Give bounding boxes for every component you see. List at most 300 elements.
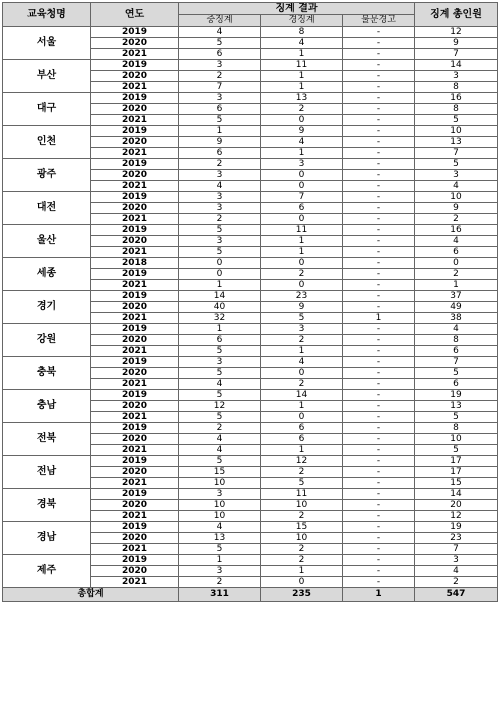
no-warning-cell: - xyxy=(343,346,415,357)
heavy-cell: 0 xyxy=(179,258,261,269)
no-warning-cell: - xyxy=(343,500,415,511)
office-name-cell: 전남 xyxy=(3,456,91,489)
total-cell: 4 xyxy=(415,181,498,192)
no-warning-cell: - xyxy=(343,379,415,390)
heavy-cell: 0 xyxy=(179,269,261,280)
total-cell: 2 xyxy=(415,214,498,225)
light-cell: 2 xyxy=(261,269,343,280)
no-warning-cell: - xyxy=(343,434,415,445)
year-cell: 2021 xyxy=(91,511,179,522)
total-cell: 12 xyxy=(415,511,498,522)
no-warning-cell: - xyxy=(343,511,415,522)
no-warning-cell: - xyxy=(343,357,415,368)
heavy-cell: 4 xyxy=(179,27,261,38)
total-cell: 17 xyxy=(415,456,498,467)
office-name-cell: 충북 xyxy=(3,357,91,390)
heavy-cell: 5 xyxy=(179,456,261,467)
year-cell: 2021 xyxy=(91,280,179,291)
light-cell: 1 xyxy=(261,71,343,82)
year-cell: 2019 xyxy=(91,60,179,71)
no-warning-cell: - xyxy=(343,566,415,577)
year-cell: 2020 xyxy=(91,302,179,313)
office-name-cell: 강원 xyxy=(3,324,91,357)
grand-total-warn: 1 xyxy=(343,588,415,602)
year-cell: 2021 xyxy=(91,313,179,324)
heavy-cell: 4 xyxy=(179,379,261,390)
table-row xyxy=(3,456,498,467)
heavy-cell: 3 xyxy=(179,489,261,500)
year-cell: 2020 xyxy=(91,170,179,181)
heavy-cell: 32 xyxy=(179,313,261,324)
office-name-cell: 경기 xyxy=(3,291,91,324)
no-warning-cell: - xyxy=(343,181,415,192)
heavy-cell: 4 xyxy=(179,522,261,533)
light-cell: 0 xyxy=(261,115,343,126)
heavy-cell: 40 xyxy=(179,302,261,313)
light-cell: 10 xyxy=(261,500,343,511)
total-cell: 5 xyxy=(415,412,498,423)
total-cell: 5 xyxy=(415,115,498,126)
light-cell: 1 xyxy=(261,236,343,247)
heavy-cell: 9 xyxy=(179,137,261,148)
table-row xyxy=(3,192,498,203)
light-cell: 7 xyxy=(261,192,343,203)
heavy-cell: 6 xyxy=(179,148,261,159)
light-cell: 2 xyxy=(261,511,343,522)
no-warning-cell: - xyxy=(343,401,415,412)
total-cell: 3 xyxy=(415,555,498,566)
header-total: 징계 총인원 xyxy=(415,3,498,27)
heavy-cell: 2 xyxy=(179,214,261,225)
heavy-cell: 3 xyxy=(179,357,261,368)
heavy-cell: 10 xyxy=(179,478,261,489)
year-cell: 2020 xyxy=(91,500,179,511)
year-cell: 2019 xyxy=(91,390,179,401)
light-cell: 6 xyxy=(261,434,343,445)
heavy-cell: 5 xyxy=(179,247,261,258)
year-cell: 2019 xyxy=(91,192,179,203)
header-result-group: 징계 결과 xyxy=(179,3,415,15)
no-warning-cell: - xyxy=(343,148,415,159)
no-warning-cell: - xyxy=(343,324,415,335)
light-cell: 13 xyxy=(261,93,343,104)
year-cell: 2020 xyxy=(91,467,179,478)
table-row xyxy=(3,489,498,500)
year-cell: 2021 xyxy=(91,49,179,60)
heavy-cell: 7 xyxy=(179,82,261,93)
total-cell: 13 xyxy=(415,401,498,412)
total-cell: 8 xyxy=(415,423,498,434)
no-warning-cell: 1 xyxy=(343,313,415,324)
no-warning-cell: - xyxy=(343,203,415,214)
grand-total-light: 235 xyxy=(261,588,343,602)
total-cell: 7 xyxy=(415,49,498,60)
light-cell: 1 xyxy=(261,566,343,577)
no-warning-cell: - xyxy=(343,126,415,137)
total-cell: 14 xyxy=(415,489,498,500)
table-body xyxy=(3,27,498,588)
light-cell: 23 xyxy=(261,291,343,302)
no-warning-cell: - xyxy=(343,225,415,236)
header-year: 연도 xyxy=(91,3,179,27)
no-warning-cell: - xyxy=(343,27,415,38)
light-cell: 2 xyxy=(261,544,343,555)
light-cell: 0 xyxy=(261,577,343,588)
office-name-cell: 서울 xyxy=(3,27,91,60)
total-cell: 5 xyxy=(415,368,498,379)
light-cell: 8 xyxy=(261,27,343,38)
total-cell: 10 xyxy=(415,192,498,203)
no-warning-cell: - xyxy=(343,214,415,225)
heavy-cell: 3 xyxy=(179,60,261,71)
no-warning-cell: - xyxy=(343,71,415,82)
grand-total-heavy: 311 xyxy=(179,588,261,602)
total-cell: 8 xyxy=(415,104,498,115)
year-cell: 2021 xyxy=(91,445,179,456)
light-cell: 0 xyxy=(261,412,343,423)
total-cell: 6 xyxy=(415,379,498,390)
light-cell: 2 xyxy=(261,379,343,390)
light-cell: 0 xyxy=(261,368,343,379)
light-cell: 6 xyxy=(261,423,343,434)
total-cell: 6 xyxy=(415,247,498,258)
no-warning-cell: - xyxy=(343,390,415,401)
heavy-cell: 12 xyxy=(179,401,261,412)
heavy-cell: 2 xyxy=(179,423,261,434)
office-name-cell: 전북 xyxy=(3,423,91,456)
no-warning-cell: - xyxy=(343,38,415,49)
heavy-cell: 3 xyxy=(179,566,261,577)
light-cell: 9 xyxy=(261,302,343,313)
table-row xyxy=(3,225,498,236)
total-cell: 16 xyxy=(415,93,498,104)
table-row xyxy=(3,390,498,401)
office-name-cell: 경남 xyxy=(3,522,91,555)
heavy-cell: 5 xyxy=(179,346,261,357)
office-name-cell: 경북 xyxy=(3,489,91,522)
light-cell: 11 xyxy=(261,489,343,500)
no-warning-cell: - xyxy=(343,533,415,544)
year-cell: 2019 xyxy=(91,522,179,533)
no-warning-cell: - xyxy=(343,269,415,280)
discipline-table xyxy=(2,2,498,602)
total-cell: 15 xyxy=(415,478,498,489)
heavy-cell: 2 xyxy=(179,159,261,170)
year-cell: 2020 xyxy=(91,401,179,412)
total-cell: 19 xyxy=(415,390,498,401)
no-warning-cell: - xyxy=(343,522,415,533)
light-cell: 5 xyxy=(261,313,343,324)
light-cell: 0 xyxy=(261,170,343,181)
light-cell: 3 xyxy=(261,324,343,335)
year-cell: 2021 xyxy=(91,577,179,588)
total-cell: 8 xyxy=(415,82,498,93)
year-cell: 2021 xyxy=(91,478,179,489)
total-cell: 10 xyxy=(415,434,498,445)
year-cell: 2020 xyxy=(91,203,179,214)
office-name-cell: 광주 xyxy=(3,159,91,192)
no-warning-cell: - xyxy=(343,577,415,588)
year-cell: 2018 xyxy=(91,258,179,269)
total-cell: 3 xyxy=(415,71,498,82)
year-cell: 2020 xyxy=(91,71,179,82)
no-warning-cell: - xyxy=(343,291,415,302)
year-cell: 2020 xyxy=(91,368,179,379)
light-cell: 10 xyxy=(261,533,343,544)
total-cell: 37 xyxy=(415,291,498,302)
total-cell: 9 xyxy=(415,38,498,49)
total-cell: 38 xyxy=(415,313,498,324)
heavy-cell: 1 xyxy=(179,126,261,137)
year-cell: 2019 xyxy=(91,324,179,335)
heavy-cell: 10 xyxy=(179,500,261,511)
year-cell: 2020 xyxy=(91,533,179,544)
heavy-cell: 1 xyxy=(179,555,261,566)
no-warning-cell: - xyxy=(343,368,415,379)
no-warning-cell: - xyxy=(343,467,415,478)
no-warning-cell: - xyxy=(343,93,415,104)
light-cell: 2 xyxy=(261,467,343,478)
heavy-cell: 6 xyxy=(179,104,261,115)
no-warning-cell: - xyxy=(343,412,415,423)
light-cell: 1 xyxy=(261,445,343,456)
no-warning-cell: - xyxy=(343,445,415,456)
total-cell: 12 xyxy=(415,27,498,38)
office-name-cell: 부산 xyxy=(3,60,91,93)
table-row xyxy=(3,291,498,302)
heavy-cell: 3 xyxy=(179,203,261,214)
light-cell: 5 xyxy=(261,478,343,489)
office-name-cell: 충남 xyxy=(3,390,91,423)
year-cell: 2019 xyxy=(91,126,179,137)
no-warning-cell: - xyxy=(343,478,415,489)
total-cell: 6 xyxy=(415,346,498,357)
light-cell: 0 xyxy=(261,258,343,269)
light-cell: 14 xyxy=(261,390,343,401)
light-cell: 0 xyxy=(261,181,343,192)
no-warning-cell: - xyxy=(343,60,415,71)
table-row xyxy=(3,93,498,104)
total-cell: 20 xyxy=(415,500,498,511)
year-cell: 2019 xyxy=(91,225,179,236)
year-cell: 2020 xyxy=(91,434,179,445)
year-cell: 2020 xyxy=(91,38,179,49)
total-cell: 1 xyxy=(415,280,498,291)
year-cell: 2021 xyxy=(91,115,179,126)
no-warning-cell: - xyxy=(343,236,415,247)
year-cell: 2019 xyxy=(91,423,179,434)
table-row xyxy=(3,27,498,38)
year-cell: 2019 xyxy=(91,93,179,104)
light-cell: 1 xyxy=(261,247,343,258)
table-row xyxy=(3,126,498,137)
light-cell: 1 xyxy=(261,49,343,60)
total-cell: 49 xyxy=(415,302,498,313)
total-cell: 7 xyxy=(415,148,498,159)
total-cell: 4 xyxy=(415,324,498,335)
table-row xyxy=(3,60,498,71)
light-cell: 12 xyxy=(261,456,343,467)
light-cell: 1 xyxy=(261,401,343,412)
total-cell: 5 xyxy=(415,159,498,170)
no-warning-cell: - xyxy=(343,170,415,181)
light-cell: 2 xyxy=(261,555,343,566)
light-cell: 11 xyxy=(261,60,343,71)
heavy-cell: 5 xyxy=(179,115,261,126)
no-warning-cell: - xyxy=(343,192,415,203)
total-cell: 8 xyxy=(415,335,498,346)
no-warning-cell: - xyxy=(343,280,415,291)
heavy-cell: 4 xyxy=(179,181,261,192)
heavy-cell: 6 xyxy=(179,335,261,346)
no-warning-cell: - xyxy=(343,544,415,555)
year-cell: 2021 xyxy=(91,379,179,390)
heavy-cell: 5 xyxy=(179,544,261,555)
heavy-cell: 5 xyxy=(179,368,261,379)
office-name-cell: 대구 xyxy=(3,93,91,126)
total-cell: 13 xyxy=(415,137,498,148)
no-warning-cell: - xyxy=(343,137,415,148)
light-cell: 1 xyxy=(261,148,343,159)
office-name-cell: 대전 xyxy=(3,192,91,225)
light-cell: 3 xyxy=(261,159,343,170)
heavy-cell: 2 xyxy=(179,71,261,82)
no-warning-cell: - xyxy=(343,555,415,566)
year-cell: 2021 xyxy=(91,82,179,93)
light-cell: 4 xyxy=(261,357,343,368)
no-warning-cell: - xyxy=(343,159,415,170)
total-cell: 17 xyxy=(415,467,498,478)
total-cell: 7 xyxy=(415,544,498,555)
no-warning-cell: - xyxy=(343,335,415,346)
heavy-cell: 15 xyxy=(179,467,261,478)
year-cell: 2021 xyxy=(91,181,179,192)
year-cell: 2019 xyxy=(91,489,179,500)
office-name-cell: 울산 xyxy=(3,225,91,258)
total-cell: 16 xyxy=(415,225,498,236)
total-cell: 7 xyxy=(415,357,498,368)
total-cell: 23 xyxy=(415,533,498,544)
no-warning-cell: - xyxy=(343,489,415,500)
office-name-cell: 세종 xyxy=(3,258,91,291)
light-cell: 15 xyxy=(261,522,343,533)
no-warning-cell: - xyxy=(343,302,415,313)
year-cell: 2019 xyxy=(91,555,179,566)
heavy-cell: 3 xyxy=(179,170,261,181)
year-cell: 2019 xyxy=(91,357,179,368)
year-cell: 2019 xyxy=(91,269,179,280)
no-warning-cell: - xyxy=(343,258,415,269)
header-heavy: 중징계 xyxy=(179,15,261,27)
total-cell: 9 xyxy=(415,203,498,214)
heavy-cell: 3 xyxy=(179,93,261,104)
no-warning-cell: - xyxy=(343,82,415,93)
heavy-cell: 1 xyxy=(179,324,261,335)
heavy-cell: 4 xyxy=(179,445,261,456)
year-cell: 2020 xyxy=(91,137,179,148)
light-cell: 4 xyxy=(261,137,343,148)
light-cell: 4 xyxy=(261,38,343,49)
heavy-cell: 13 xyxy=(179,533,261,544)
no-warning-cell: - xyxy=(343,115,415,126)
table-row xyxy=(3,423,498,434)
year-cell: 2021 xyxy=(91,214,179,225)
total-cell: 2 xyxy=(415,577,498,588)
heavy-cell: 4 xyxy=(179,434,261,445)
no-warning-cell: - xyxy=(343,423,415,434)
year-cell: 2019 xyxy=(91,456,179,467)
year-cell: 2020 xyxy=(91,104,179,115)
office-name-cell: 제주 xyxy=(3,555,91,588)
no-warning-cell: - xyxy=(343,247,415,258)
table-row xyxy=(3,555,498,566)
table-row xyxy=(3,357,498,368)
header-light: 경징계 xyxy=(261,15,343,27)
heavy-cell: 5 xyxy=(179,412,261,423)
grand-total-row xyxy=(3,588,498,602)
table-row xyxy=(3,324,498,335)
light-cell: 0 xyxy=(261,280,343,291)
light-cell: 9 xyxy=(261,126,343,137)
heavy-cell: 5 xyxy=(179,38,261,49)
light-cell: 0 xyxy=(261,214,343,225)
light-cell: 1 xyxy=(261,82,343,93)
table-row xyxy=(3,522,498,533)
total-cell: 2 xyxy=(415,269,498,280)
year-cell: 2019 xyxy=(91,27,179,38)
office-name-cell: 인천 xyxy=(3,126,91,159)
total-cell: 10 xyxy=(415,126,498,137)
total-cell: 5 xyxy=(415,445,498,456)
no-warning-cell: - xyxy=(343,456,415,467)
heavy-cell: 5 xyxy=(179,390,261,401)
heavy-cell: 2 xyxy=(179,577,261,588)
no-warning-cell: - xyxy=(343,49,415,60)
light-cell: 2 xyxy=(261,335,343,346)
heavy-cell: 10 xyxy=(179,511,261,522)
year-cell: 2020 xyxy=(91,566,179,577)
total-cell: 19 xyxy=(415,522,498,533)
table-row xyxy=(3,159,498,170)
year-cell: 2021 xyxy=(91,247,179,258)
total-cell: 3 xyxy=(415,170,498,181)
total-cell: 4 xyxy=(415,566,498,577)
no-warning-cell: - xyxy=(343,104,415,115)
heavy-cell: 3 xyxy=(179,192,261,203)
year-cell: 2021 xyxy=(91,346,179,357)
heavy-cell: 5 xyxy=(179,225,261,236)
header-no-warning: 불문경고 xyxy=(343,15,415,27)
year-cell: 2019 xyxy=(91,159,179,170)
grand-total-label: 총합계 xyxy=(3,588,179,602)
heavy-cell: 6 xyxy=(179,49,261,60)
light-cell: 11 xyxy=(261,225,343,236)
year-cell: 2019 xyxy=(91,291,179,302)
year-cell: 2021 xyxy=(91,148,179,159)
total-cell: 4 xyxy=(415,236,498,247)
total-cell: 0 xyxy=(415,258,498,269)
header-office: 교육청명 xyxy=(3,3,91,27)
total-cell: 14 xyxy=(415,60,498,71)
year-cell: 2020 xyxy=(91,335,179,346)
table-row xyxy=(3,258,498,269)
year-cell: 2021 xyxy=(91,544,179,555)
year-cell: 2021 xyxy=(91,412,179,423)
light-cell: 1 xyxy=(261,346,343,357)
heavy-cell: 1 xyxy=(179,280,261,291)
heavy-cell: 14 xyxy=(179,291,261,302)
grand-total-total: 547 xyxy=(415,588,498,602)
